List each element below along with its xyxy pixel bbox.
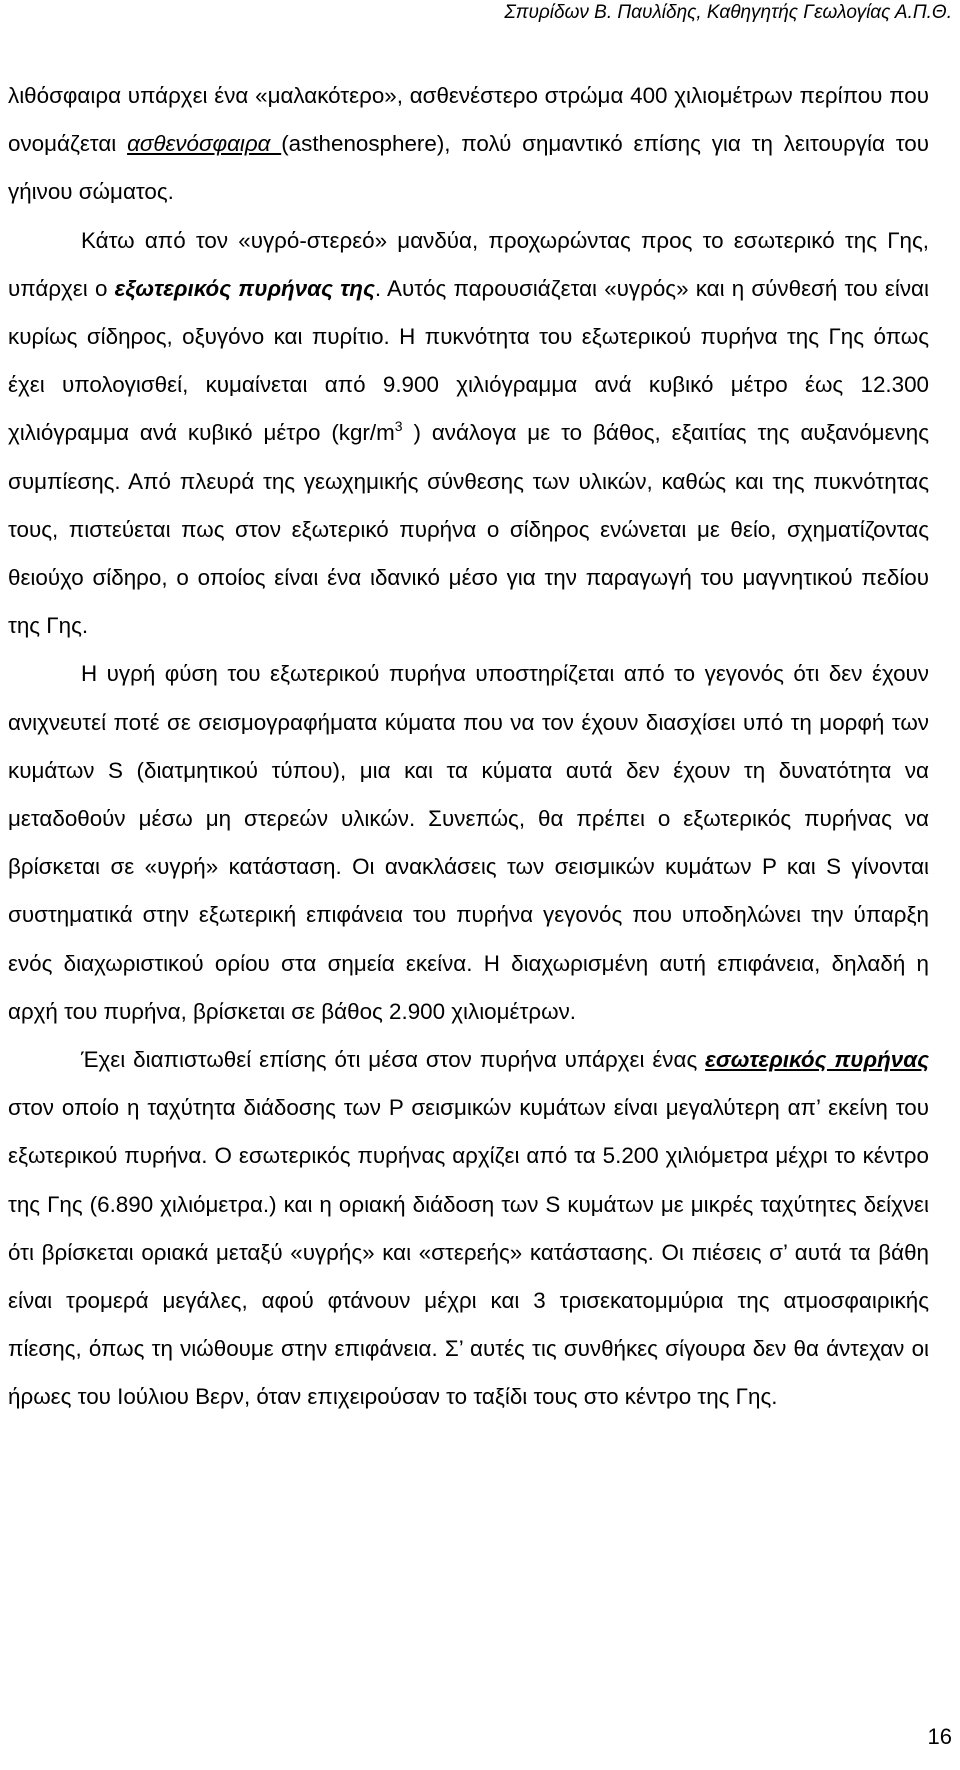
paragraph-liquid-core [8, 650, 929, 1036]
paragraph-inner-core [8, 1036, 929, 1422]
page-number: 16 [927, 1724, 952, 1749]
body-text [8, 72, 929, 1422]
paragraph-text: στον οποίο η ταχύτητα διάδοσης των P σεισμικών κυμάτων είναι μεγαλύτερη απ’ εκείνη του εξωτερικού πυρήνα. Ο εσωτερικός πυρήνας αρχίζει από τα 5.200 χιλιόμετρα μέχρι το κέντρο της Γης (6.890 χιλιόμετρα.) και η οριακή διάδοση των S κυμάτων με μικρές ταχύτητες δείχνει ότι βρίσκεται οριακά μεταξύ «υγρής» και «στερεής» κατάστασης. Οι πιέσεις σ’ αυτά τα βάθη είναι τρομερά μεγάλες, αφού φτάνουν μέχρι και 3 τρισεκατομμύρια της ατμοσφαιρικής πίεσης, όπως τη νιώθουμε στην επιφάνεια. Σ’ αυτές τις συνθήκες σίγουρα δεν θα άντεχαν οι ήρωες του Ιούλιου Βερν, όταν επιχειρούσαν το ταξίδι τους στο κέντρο της Γης. [8, 1095, 929, 1410]
paragraph-text: ) ανάλογα με το βάθος, εξαιτίας της αυξανόμενης συμπίεσης. Από πλευρά της γεωχημικής σύνθεσης των υλικών, καθώς και της πυκνότητας τους, πιστεύεται πως στον εξωτερικό πυρήνα ο σίδηρος ενώνεται με θείο, σχηματίζοντας θειούχο σίδηρο, ο οποίος είναι ένα ιδανικό μέσο για την παραγωγή του μαγνητικού πεδίου της Γης. [8, 420, 930, 639]
paragraph-asthenosphere [8, 72, 929, 217]
superscript-three: 3 [394, 418, 403, 435]
term-outer-core: εξωτερικός πυρήνας της [114, 275, 375, 301]
paragraph-text: Κάτω από τον «υγρό-στερεό» μανδύα, προχωρώντας προς το εσωτερικό της Γης, υπάρχει ο [8, 227, 929, 301]
term-asthenosphere: ασθενόσφαιρα [127, 131, 282, 157]
term-inner-core: εσωτερικός πυρήνας [705, 1047, 929, 1073]
paragraph-text: λιθόσφαιρα υπάρχει ένα «μαλακότερο», ασθενέστερο στρώμα 400 χιλιομέτρων περίπου που ονομάζεται [8, 83, 929, 157]
paragraph-outer-core [8, 217, 929, 651]
running-header: Σπυρίδων Β. Παυλίδης, Καθηγητής Γεωλογίας Α.Π.Θ. [504, 2, 952, 23]
paragraph-text: . Αυτός παρουσιάζεται «υγρός» και η σύνθεσή του είναι κυρίως σίδηρος, οξυγόνο και πυρίτιο. Η πυκνότητα του εξωτερικού πυρήνα της Γης όπως έχει υπολογισθεί, κυμαίνεται από 9.900 χιλιόγραμμα ανά κυβικό μέτρο έως 12.300 χιλιόγραμμα ανά κυβικό μέτρο (kgr/m [8, 275, 929, 446]
paragraph-text: (asthenosphere), πολύ σημαντικό επίσης για τη λειτουργία του γήινου σώματος. [8, 131, 929, 205]
paragraph-text: Η υγρή φύση του εξωτερικού πυρήνα υποστηρίζεται από το γεγονός ότι δεν έχουν ανιχνευτεί ποτέ σε σεισμογραφήματα κύματα που να τον έχουν διασχίσει υπό τη μορφή των κυμάτων S (διατμητικού τύπου), μια και τα κύματα αυτά δεν έχουν τη δυνατότητα να μεταδοθούν μέσω μη στερεών υλικών. Συνεπώς, θα πρέπει ο εξωτερικός πυρήνας να βρίσκεται σε «υγρή» κατάσταση. Οι ανακλάσεις των σεισμικών κυμάτων P και S γίνονται συστηματικά στην εξωτερική επιφάνεια του πυρήνα γεγονός που υποδηλώνει την ύπαρξη ενός διαχωριστικού ορίου στα σημεία εκείνα. Η διαχωρισμένη αυτή επιφάνεια, δηλαδή η αρχή του πυρήνα, βρίσκεται σε βάθος 2.900 χιλιομέτρων. [8, 661, 929, 1024]
paragraph-text: Έχει διαπιστωθεί επίσης ότι μέσα στον πυρήνα υπάρχει ένας [81, 1047, 706, 1073]
